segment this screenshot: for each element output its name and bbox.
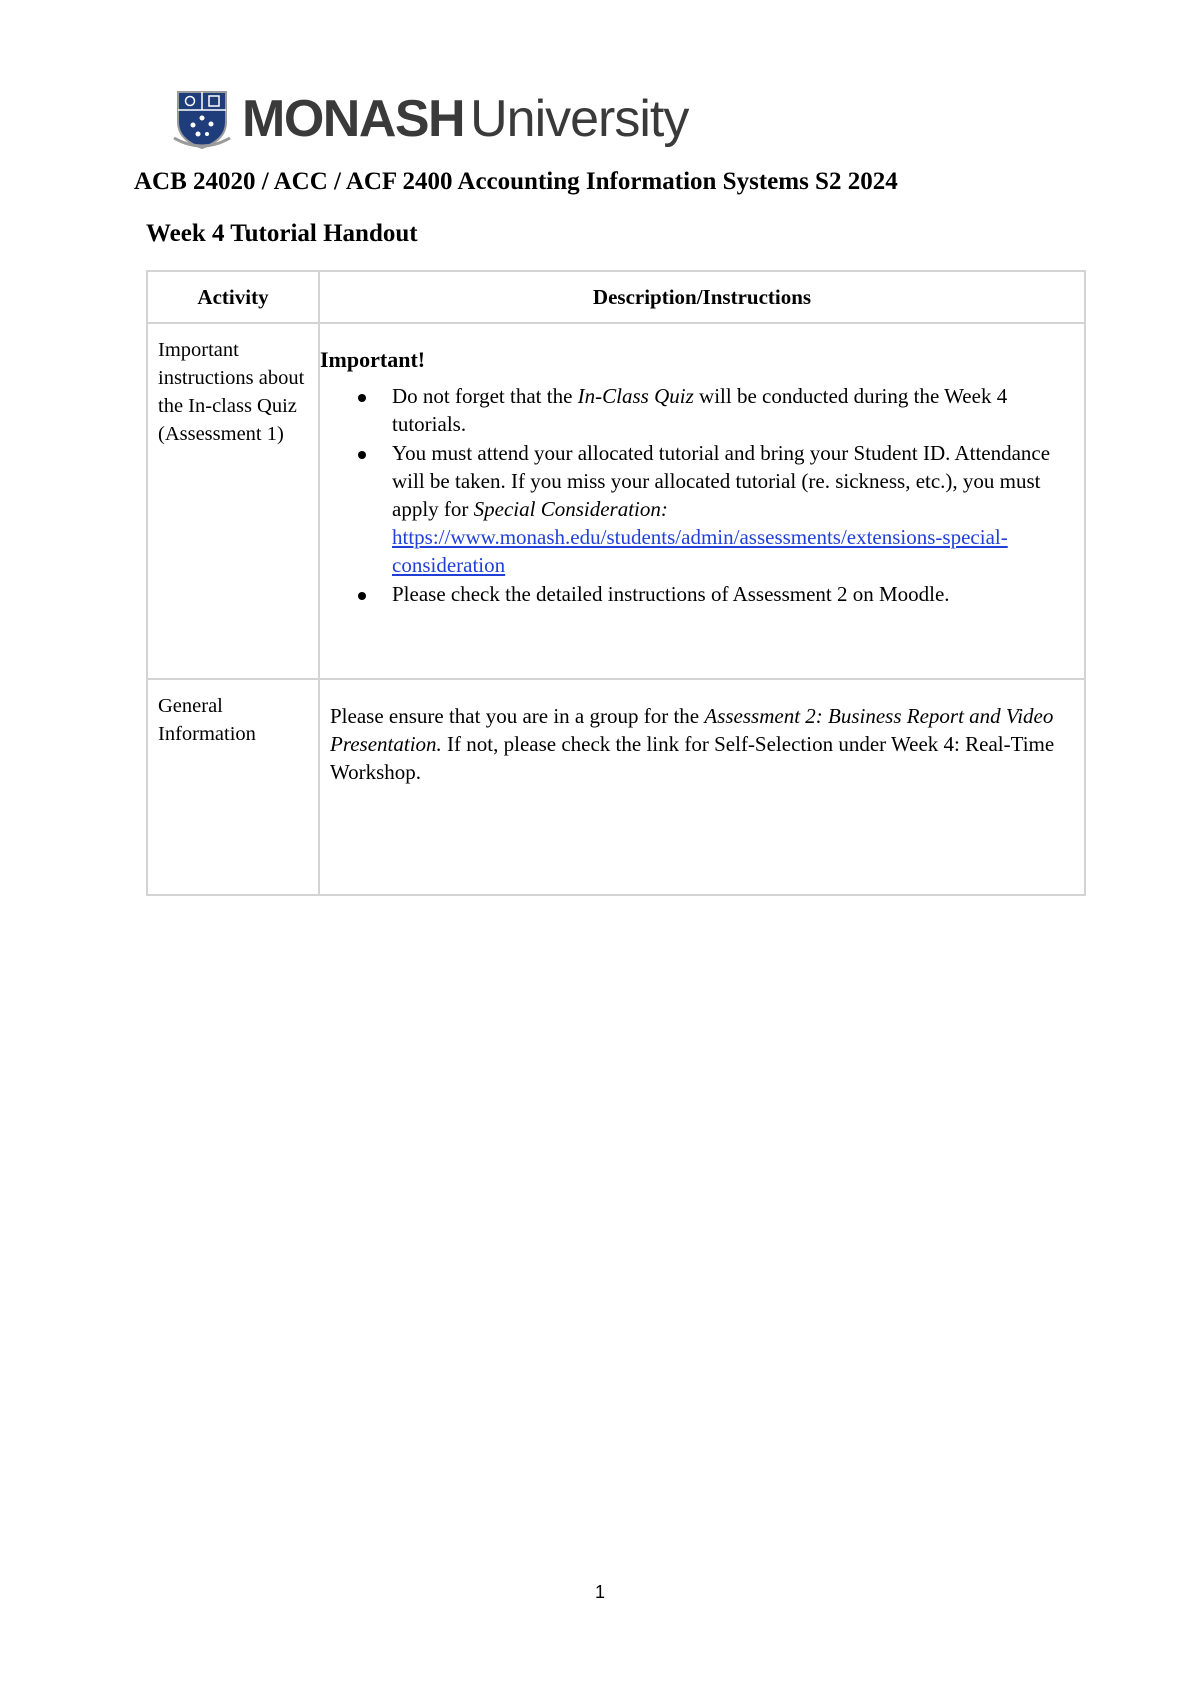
bullet1-text-pre: Do not forget that the [392,384,578,408]
activity-cell-general: General Information [147,679,319,895]
general-text-pre: Please ensure that you are in a group for the [330,704,705,728]
bullet-dot-icon [358,451,366,459]
list-item [392,439,1070,579]
bullet1-italic: In-Class Quiz [577,384,694,408]
bullet-dot-icon [358,592,366,600]
activities-table [146,270,1086,896]
table-row [147,323,1085,679]
list-item [392,580,1070,608]
header-description: Description/Instructions [319,271,1085,323]
list-item [392,382,1070,438]
bullet2-text-pre: You must attend your allocated tutorial and bring your Student ID. Attendance will be taken. If you miss your allocated tutorial (re. sickness, etc.), you must apply for [392,441,1051,521]
instruction-list [320,382,1070,608]
general-italic: Assessment 2: Business Report and Video Presentation. [330,704,1054,756]
logo-strong-text: MONASH [242,90,465,148]
important-heading: Important! [320,347,426,372]
general-text-post: If not, please check the link for Self-Selection under Week 4: Real-Time Workshop. [330,732,1055,784]
bullet-dot-icon [358,394,366,402]
monash-crest-icon [172,88,232,150]
table-row [147,679,1085,895]
monash-wordmark [242,90,689,148]
bullet3-text: Please check the detailed instructions of Assessment 2 on Moodle. [392,582,950,606]
bullet1-text-post: will be conducted during the Week 4 tutorials. [392,384,1008,436]
bullet2-italic: Special Consideration: [473,497,668,521]
handout-title: Week 4 Tutorial Handout [146,220,418,247]
monash-logo [172,88,688,150]
special-consideration-link[interactable]: https://www.monash.edu/students/admin/assessments/extensions-special-consideration [392,525,1008,577]
page-number: 1 [594,1582,605,1602]
description-cell-general [319,679,1085,895]
description-cell-quiz [319,323,1085,679]
course-title: ACB 24020 / ACC / ACF 2400 Accounting Information Systems S2 2024 [134,168,898,195]
logo-light-text: University [470,90,689,148]
table-header-row [147,271,1085,323]
header-activity: Activity [147,271,319,323]
activity-cell-quiz: Important instructions about the In-class Quiz (Assessment 1) [147,323,319,679]
